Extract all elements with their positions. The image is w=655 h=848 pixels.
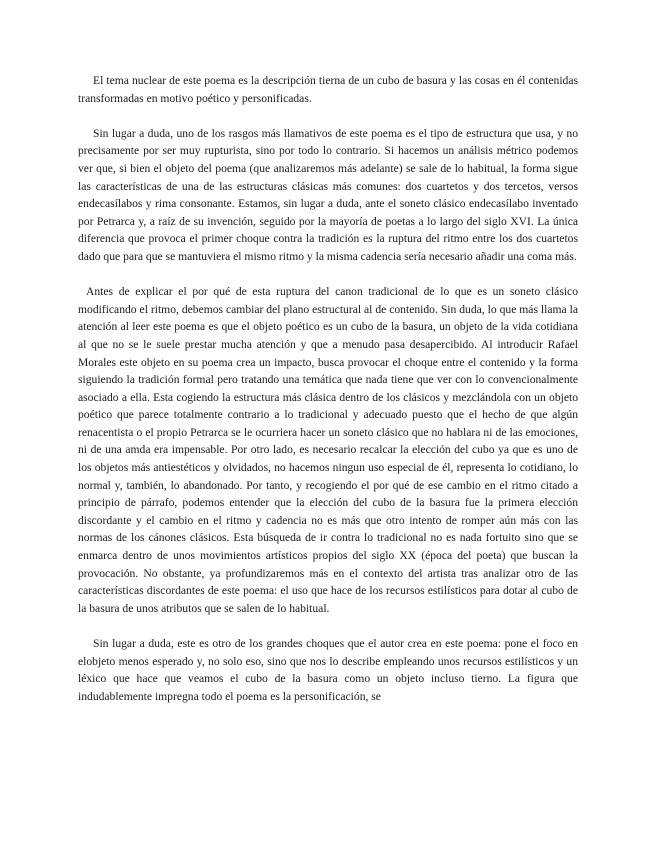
- paragraph-4: Sin lugar a duda, este es otro de los grandes choques que el autor crea en este poema: pone el foco en elobjeto menos esperado y, no solo eso, sino que nos lo describe empleando unos recursos estilísticos y un léxico que hace que veamos el cubo de la basura como un objeto incluso tierno. La figura que indudablemente impregna todo el poema es la personificación, se: [78, 637, 578, 703]
- paragraph-1: El tema nuclear de este poema es la descripción tierna de un cubo de basura y las cosas en él contenidas transformadas en motivo poético y personificadas.: [78, 74, 578, 105]
- paragraph-3: Antes de explicar el por qué de esta ruptura del canon tradicional de lo que es un soneto clásico modificando el ritmo, debemos cambiar del plano estructural al de contenido. Sin duda, lo que más llama la atención al leer este poema es que el objeto poético es un cubo de la basura, un objeto de la vida cotidiana al que no se le suele prestar mucha atención y que a menudo pasa desapercibido. Al introducir Rafael Morales este objeto en su poema crea un impacto, busca provocar el choque entre el contenido y la forma siguiendo la tradición formal pero tratando una temática que nada tiene que ver con lo convencionalmente asociado a ella. Esta cogiendo la estructura más clásica dentro de los clásicos y mezclándola con un objeto poético que parece totalmente contrario a lo tradicional y adecuado puesto que el hecho de que algún renacentista o el propio Petrarca se le ocurriera hacer un soneto clásico que no hablara ni de las emociones, ni de una amda era impensable. Por otro lado, es necesario recalcar la elección del cubo ya que es uno de los objetos más antiestéticos y olvidados, no hacemos ningun uso especial de él, representa lo cotidiano, lo normal y, también, lo abandonado. Por tanto, y recogiendo el por qué de ese cambio en el ritmo citado a principio de párrafo, podemos entender que la elección del cubo de la basura fue la primera elección discordante y el cambio en el ritmo y cadencia no es más que otro intento de romper aún más con las normas de los cánones clásicos. Esta búsqueda de ir contra lo tradicional no es nada fortuito sino que se enmarca dentro de unos movimientos artísticos propios del siglo XX (época del poeta) que buscan la provocación. No obstante, ya profundizaremos más en el contexto del artista tras analizar otro de las características discordantes de este poema: el uso que hace de los recursos estilísticos para dotar al cubo de la basura de unos atributos que se salen de lo habitual.: [78, 285, 578, 615]
- document-page: [78, 72, 578, 723]
- paragraph-2: Sin lugar a duda, uno de los rasgos más llamativos de este poema es el tipo de estructura que usa, y no precisamente por ser muy rupturista, sino por todo lo contrario. Si hacemos un análisis métrico podemos ver que, si bien el objeto del poema (que analizaremos más adelante) se sale de lo habitual, la forma sigue las características de una de las estructuras clásicas más comunes: dos cuartetos y dos tercetos, versos endecasílabos y rima consonante. Estamos, sin lugar a duda, ante el soneto clásico endecasílabo inventado por Petrarca y, a raíz de su invención, seguido por la mayoría de poetas a lo largo del siglo XVI. La única diferencia que provoca el primer choque contra la tradición es la ruptura del ritmo entre los dos cuartetos dado que para que se mantuviera el mismo ritmo y la misma cadencia sería necesario añadir una coma más.: [78, 126, 578, 263]
